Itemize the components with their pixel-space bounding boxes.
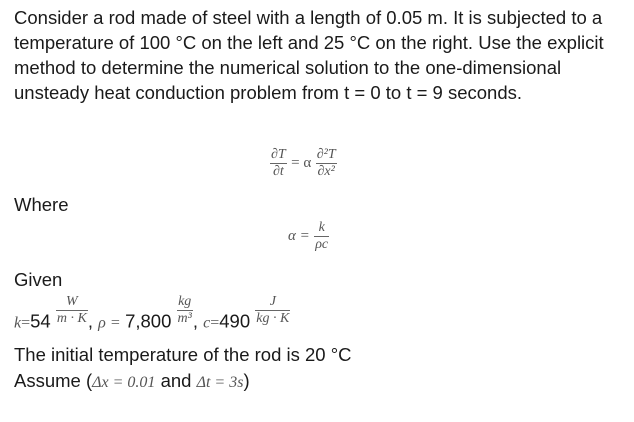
alpha-numerator: k [318, 220, 325, 235]
given-values [14, 294, 290, 332]
equals-alpha: = α [291, 155, 312, 171]
assume-line [14, 368, 250, 395]
rhs-denominator: ∂x² [317, 164, 335, 179]
rho-value: 7,800 [125, 310, 172, 332]
comma-1: , [87, 310, 93, 332]
rho-unit [177, 294, 193, 327]
rhs-fraction [316, 147, 337, 180]
c-unit-den: kg · K [256, 311, 290, 326]
k-unit [56, 294, 88, 327]
assume-dx: Δx = 0.01 [92, 374, 156, 391]
k-value: 54 [30, 310, 51, 332]
rhs-numerator: ∂²T [316, 147, 336, 162]
initial-temperature: The initial temperature of the rod is 20 °C [14, 344, 352, 365]
problem-statement: Consider a rod made of steel with a length of 0.05 m. It is subjected to a temperature of 100 °C on the left and 25 °C on the right. Use the explicit method to determine the numerical solution to the one-dimensional unsteady heat conduction problem from t = 0 to t = 9 seconds. [14, 7, 604, 103]
c-value: 490 [219, 310, 251, 332]
assume-and: and [155, 370, 197, 391]
k-unit-num: W [66, 294, 78, 309]
rho-equals: = [110, 314, 120, 332]
alpha-definition [288, 220, 329, 253]
assume-suffix: ) [243, 370, 250, 391]
rho-unit-den: m³ [177, 311, 192, 326]
lhs-denominator: ∂t [270, 163, 287, 180]
assume-dt: Δt = 3s [196, 374, 244, 391]
assume-prefix: Assume ( [14, 370, 93, 391]
rho-symbol: ρ [98, 314, 106, 332]
alpha-lhs: α = [288, 228, 310, 244]
alpha-fraction [314, 220, 329, 253]
c-equals: = [210, 314, 220, 332]
c-unit [255, 294, 290, 327]
k-equals: = [21, 314, 31, 332]
lhs-numerator: ∂T [271, 147, 286, 162]
alpha-denominator: ρc [315, 237, 329, 252]
heat-equation [270, 147, 337, 180]
c-unit-num: J [269, 294, 276, 309]
given-label: Given [14, 269, 63, 290]
where-label: Where [14, 194, 69, 215]
lhs-fraction [270, 147, 287, 180]
k-symbol: k [14, 314, 22, 332]
c-symbol: c [203, 314, 211, 332]
comma-2: , [192, 310, 198, 332]
k-unit-den: m · K [56, 311, 87, 326]
rho-unit-num: kg [178, 294, 192, 309]
